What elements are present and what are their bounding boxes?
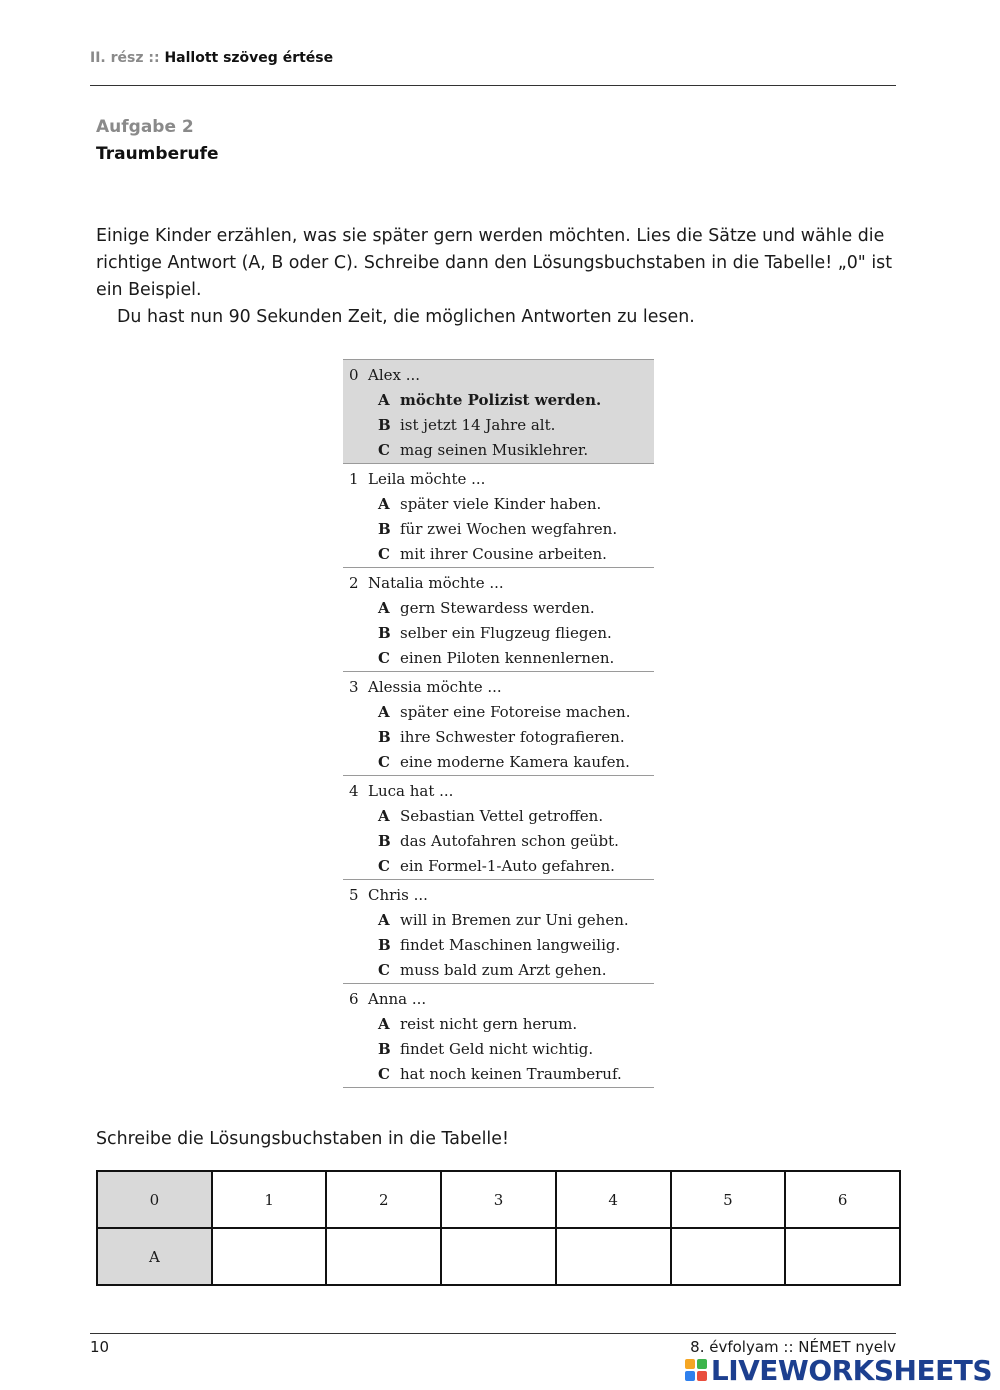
question-text: Chris ...: [368, 886, 428, 904]
task-title: Traumberufe: [96, 144, 219, 164]
option-c: [343, 646, 654, 671]
logo-tile: [685, 1371, 695, 1381]
option-text: selber ein Flugzeug fliegen.: [400, 624, 612, 642]
question-text: Natalia möchte ...: [368, 574, 504, 592]
footer-divider: [90, 1333, 896, 1334]
question-list: [343, 359, 654, 1088]
question-4: [343, 775, 654, 879]
header-part: II. rész ::: [90, 50, 160, 66]
option-letter: A: [378, 495, 390, 513]
answer-header-cell: 6: [785, 1171, 900, 1228]
option-letter: B: [378, 728, 391, 746]
answer-table-header-row: [97, 1171, 900, 1228]
answer-header-cell: 5: [671, 1171, 786, 1228]
answer-table: [96, 1170, 901, 1286]
question-text: Luca hat ...: [368, 782, 454, 800]
question-6: [343, 983, 654, 1088]
question-5: [343, 879, 654, 983]
option-text: das Autofahren schon geübt.: [400, 832, 619, 850]
option-text: ist jetzt 14 Jahre alt.: [400, 416, 556, 434]
question-number: 6: [349, 990, 359, 1008]
question-number: 4: [349, 782, 359, 800]
answer-input-cell-4[interactable]: [556, 1228, 671, 1285]
option-text: eine moderne Kamera kaufen.: [400, 753, 630, 771]
time-note: Du hast nun 90 Sekunden Zeit, die möglichen Antworten zu lesen.: [117, 307, 695, 327]
option-letter: A: [378, 391, 390, 409]
option-text: mag seinen Musiklehrer.: [400, 441, 589, 459]
option-text: will in Bremen zur Uni gehen.: [400, 911, 629, 929]
option-b: [343, 621, 654, 646]
option-letter: B: [378, 624, 391, 642]
question-stem: [343, 675, 654, 700]
option-letter: C: [378, 961, 390, 979]
liveworksheets-logo: [685, 1355, 992, 1385]
option-text: Sebastian Vettel getroffen.: [400, 807, 604, 825]
answer-input-cell-5[interactable]: [671, 1228, 786, 1285]
option-b: [343, 933, 654, 958]
option-text: für zwei Wochen wegfahren.: [400, 520, 618, 538]
option-letter: C: [378, 753, 390, 771]
option-a: [343, 596, 654, 621]
option-a: [343, 1012, 654, 1037]
instructions-paragraph: Einige Kinder erzählen, was sie später gern werden möchten. Lies die Sätze und wähle die richtige Antwort (A, B oder C). Schreibe dann den Lösungsbuchstaben in die Tabelle! „0" ist ein Beispiel.: [96, 226, 893, 300]
answer-input-cell-1[interactable]: [212, 1228, 327, 1285]
option-letter: A: [378, 911, 390, 929]
logo-text: LIVEWORKSHEETS: [710, 1353, 992, 1387]
option-letter: B: [378, 520, 391, 538]
option-text: findet Maschinen langweilig.: [400, 936, 621, 954]
option-letter: B: [378, 832, 391, 850]
answer-input-cell-2[interactable]: [326, 1228, 441, 1285]
question-stem: [343, 779, 654, 804]
option-text: später viele Kinder haben.: [400, 495, 602, 513]
question-text: Alex ...: [368, 366, 421, 384]
answer-header-cell: 4: [556, 1171, 671, 1228]
logo-tile: [697, 1359, 707, 1369]
option-b: [343, 413, 654, 438]
option-letter: B: [378, 936, 391, 954]
option-letter: A: [378, 703, 390, 721]
option-c: [343, 1062, 654, 1087]
answer-input-cell-3[interactable]: [441, 1228, 556, 1285]
question-example: [343, 359, 654, 463]
option-letter: B: [378, 1040, 391, 1058]
option-a: [343, 908, 654, 933]
answer-header-cell: 1: [212, 1171, 327, 1228]
logo-tiles-icon: [685, 1359, 707, 1381]
option-b: [343, 1037, 654, 1062]
option-text: muss bald zum Arzt gehen.: [400, 961, 607, 979]
question-stem: [343, 987, 654, 1012]
option-a: [343, 388, 654, 413]
option-a: [343, 804, 654, 829]
question-stem: [343, 467, 654, 492]
option-text: findet Geld nicht wichtig.: [400, 1040, 594, 1058]
option-text: gern Stewardess werden.: [400, 599, 595, 617]
option-text: später eine Fotoreise machen.: [400, 703, 631, 721]
question-stem: [343, 571, 654, 596]
answer-header-cell: 2: [326, 1171, 441, 1228]
option-letter: C: [378, 857, 390, 875]
option-b: [343, 725, 654, 750]
option-c: [343, 958, 654, 983]
answer-example-cell: A: [97, 1228, 212, 1285]
option-letter: C: [378, 1065, 390, 1083]
option-b: [343, 517, 654, 542]
question-number: 0: [349, 366, 359, 384]
option-letter: C: [378, 649, 390, 667]
header-title: Hallott szöveg értése: [164, 50, 334, 66]
question-1: [343, 463, 654, 567]
option-letter: A: [378, 1015, 390, 1033]
option-letter: B: [378, 416, 391, 434]
option-a: [343, 700, 654, 725]
question-text: Leila möchte ...: [368, 470, 486, 488]
question-number: 3: [349, 678, 359, 696]
option-c: [343, 854, 654, 879]
option-c: [343, 542, 654, 567]
answer-header-cell: 0: [97, 1171, 212, 1228]
option-a: [343, 492, 654, 517]
option-letter: A: [378, 599, 390, 617]
logo-tile: [685, 1359, 695, 1369]
logo-tile: [697, 1371, 707, 1381]
question-3: [343, 671, 654, 775]
option-text: hat noch keinen Traumberuf.: [400, 1065, 622, 1083]
answer-input-cell-6[interactable]: [785, 1228, 900, 1285]
instructions: [96, 223, 911, 331]
option-c: [343, 438, 654, 463]
page-header: [90, 50, 333, 66]
question-stem: [343, 363, 654, 388]
option-text: einen Piloten kennenlernen.: [400, 649, 615, 667]
option-text: mit ihrer Cousine arbeiten.: [400, 545, 607, 563]
option-letter: C: [378, 441, 390, 459]
header-divider: [90, 85, 896, 86]
task-label: Aufgabe 2: [96, 117, 194, 137]
option-b: [343, 829, 654, 854]
option-letter: C: [378, 545, 390, 563]
option-letter: A: [378, 807, 390, 825]
page-number: 10: [90, 1338, 110, 1356]
option-c: [343, 750, 654, 775]
question-number: 5: [349, 886, 359, 904]
option-text: möchte Polizist werden.: [400, 391, 602, 409]
option-text: ihre Schwester fotografieren.: [400, 728, 625, 746]
option-text: reist nicht gern herum.: [400, 1015, 578, 1033]
question-text: Alessia möchte ...: [368, 678, 502, 696]
answer-header-cell: 3: [441, 1171, 556, 1228]
question-text: Anna ...: [368, 990, 427, 1008]
footer-grade-subject: 8. évfolyam :: NÉMET nyelv: [690, 1338, 896, 1356]
question-2: [343, 567, 654, 671]
question-stem: [343, 883, 654, 908]
option-text: ein Formel-1-Auto gefahren.: [400, 857, 615, 875]
question-number: 2: [349, 574, 359, 592]
question-number: 1: [349, 470, 359, 488]
answer-table-answer-row: [97, 1228, 900, 1285]
answer-instruction: Schreibe die Lösungsbuchstaben in die Tabelle!: [96, 1129, 509, 1149]
